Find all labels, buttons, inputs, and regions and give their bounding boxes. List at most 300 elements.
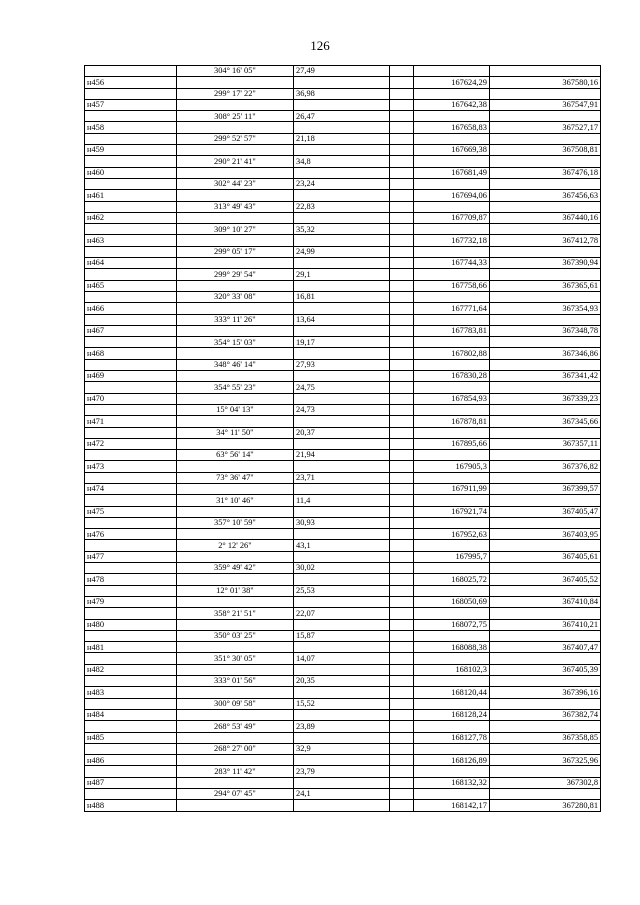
y-coordinate-cell: 367527,17 [489, 122, 600, 133]
x-coordinate-cell: 168127,78 [414, 732, 490, 743]
point-name-cell [85, 337, 177, 348]
x-coordinate-cell: 167995,7 [414, 551, 490, 562]
x-coordinate-cell [414, 743, 490, 754]
distance-cell [294, 99, 390, 110]
y-coordinate-cell [489, 743, 600, 754]
table-row [85, 517, 601, 528]
table-row [85, 280, 601, 291]
direction-angle-cell: 354° 15' 03" [176, 337, 293, 348]
table-row [85, 495, 601, 506]
direction-angle-cell [176, 800, 293, 811]
y-coordinate-cell: 367405,39 [489, 664, 600, 675]
page-number: 126 [310, 38, 330, 53]
distance-cell [294, 212, 390, 223]
direction-angle-cell: 12° 01' 38" [176, 585, 293, 596]
y-coordinate-cell: 367382,74 [489, 709, 600, 720]
point-name-cell [85, 653, 177, 664]
point-name-cell [85, 178, 177, 189]
y-coordinate-cell [489, 676, 600, 687]
direction-angle-cell: 63° 56' 14" [176, 450, 293, 461]
separator-cell [389, 291, 413, 302]
x-coordinate-cell: 167709,87 [414, 212, 490, 223]
distance-cell: 20,35 [294, 676, 390, 687]
direction-angle-cell: 300° 09' 58" [176, 698, 293, 709]
x-coordinate-cell: 167758,66 [414, 280, 490, 291]
y-coordinate-cell [489, 156, 600, 167]
separator-cell [389, 596, 413, 607]
x-coordinate-cell: 168142,17 [414, 800, 490, 811]
x-coordinate-cell [414, 359, 490, 370]
separator-cell [389, 382, 413, 393]
distance-cell: 30,93 [294, 517, 390, 528]
table-row [85, 676, 601, 687]
distance-cell: 20,37 [294, 427, 390, 438]
y-coordinate-cell [489, 133, 600, 144]
x-coordinate-cell [414, 111, 490, 122]
y-coordinate-cell: 367410,21 [489, 619, 600, 630]
table-row [85, 337, 601, 348]
separator-cell [389, 653, 413, 664]
separator-cell [389, 517, 413, 528]
point-name-cell [85, 88, 177, 99]
y-coordinate-cell [489, 608, 600, 619]
x-coordinate-cell: 167952,63 [414, 529, 490, 540]
separator-cell [389, 167, 413, 178]
separator-cell [389, 201, 413, 212]
separator-cell [389, 506, 413, 517]
direction-angle-cell: 354° 55' 23" [176, 382, 293, 393]
table-row [85, 291, 601, 302]
separator-cell [389, 314, 413, 325]
separator-cell [389, 212, 413, 223]
separator-cell [389, 337, 413, 348]
distance-cell: 23,24 [294, 178, 390, 189]
x-coordinate-cell [414, 201, 490, 212]
distance-cell: 22,07 [294, 608, 390, 619]
table-row [85, 359, 601, 370]
y-coordinate-cell: 367405,61 [489, 551, 600, 562]
direction-angle-cell [176, 483, 293, 494]
direction-angle-cell [176, 755, 293, 766]
x-coordinate-cell [414, 585, 490, 596]
y-coordinate-cell: 367508,81 [489, 145, 600, 156]
direction-angle-cell [176, 506, 293, 517]
y-coordinate-cell: 367354,93 [489, 303, 600, 314]
x-coordinate-cell: 168132,32 [414, 777, 490, 788]
direction-angle-cell: 359° 49' 42" [176, 563, 293, 574]
x-coordinate-cell: 167732,18 [414, 235, 490, 246]
direction-angle-cell [176, 461, 293, 472]
y-coordinate-cell [489, 563, 600, 574]
distance-cell [294, 461, 390, 472]
distance-cell: 21,18 [294, 133, 390, 144]
point-name-cell [85, 495, 177, 506]
point-name-cell [85, 66, 177, 77]
table-row [85, 687, 601, 698]
point-name-cell [85, 450, 177, 461]
direction-angle-cell: 333° 11' 26" [176, 314, 293, 325]
table-row [85, 303, 601, 314]
y-coordinate-cell: 367405,52 [489, 574, 600, 585]
separator-cell [389, 743, 413, 754]
point-name-cell: н483 [85, 687, 177, 698]
y-coordinate-cell: 367407,47 [489, 642, 600, 653]
separator-cell [389, 800, 413, 811]
y-coordinate-cell: 367412,78 [489, 235, 600, 246]
table-row [85, 77, 601, 88]
separator-cell [389, 371, 413, 382]
point-name-cell: н475 [85, 506, 177, 517]
distance-cell: 21,94 [294, 450, 390, 461]
y-coordinate-cell: 367405,47 [489, 506, 600, 517]
y-coordinate-cell: 367396,16 [489, 687, 600, 698]
table-row [85, 404, 601, 415]
direction-angle-cell [176, 416, 293, 427]
table-row [85, 743, 601, 754]
point-name-cell [85, 698, 177, 709]
x-coordinate-cell [414, 766, 490, 777]
point-name-cell [85, 404, 177, 415]
direction-angle-cell: 351° 30' 05" [176, 653, 293, 664]
point-name-cell [85, 630, 177, 641]
separator-cell [389, 359, 413, 370]
separator-cell [389, 483, 413, 494]
x-coordinate-cell [414, 133, 490, 144]
separator-cell [389, 630, 413, 641]
distance-cell [294, 167, 390, 178]
y-coordinate-cell [489, 178, 600, 189]
y-coordinate-cell [489, 111, 600, 122]
direction-angle-cell: 283° 11' 42" [176, 766, 293, 777]
distance-cell [294, 325, 390, 336]
direction-angle-cell [176, 145, 293, 156]
x-coordinate-cell [414, 427, 490, 438]
separator-cell [389, 258, 413, 269]
direction-angle-cell [176, 212, 293, 223]
distance-cell [294, 258, 390, 269]
separator-cell [389, 393, 413, 404]
direction-angle-cell: 304° 16' 05" [176, 66, 293, 77]
table-row [85, 619, 601, 630]
x-coordinate-cell [414, 789, 490, 800]
x-coordinate-cell: 167921,74 [414, 506, 490, 517]
distance-cell: 11,4 [294, 495, 390, 506]
y-coordinate-cell: 367302,8 [489, 777, 600, 788]
distance-cell: 24,75 [294, 382, 390, 393]
distance-cell: 23,79 [294, 766, 390, 777]
separator-cell [389, 540, 413, 551]
point-name-cell: н476 [85, 529, 177, 540]
point-name-cell [85, 789, 177, 800]
separator-cell [389, 111, 413, 122]
distance-cell [294, 235, 390, 246]
distance-cell [294, 732, 390, 743]
direction-angle-cell [176, 167, 293, 178]
point-name-cell [85, 269, 177, 280]
point-name-cell: н471 [85, 416, 177, 427]
direction-angle-cell [176, 280, 293, 291]
point-name-cell [85, 563, 177, 574]
y-coordinate-cell: 367348,78 [489, 325, 600, 336]
x-coordinate-cell [414, 608, 490, 619]
point-name-cell: н470 [85, 393, 177, 404]
table-row [85, 427, 601, 438]
point-name-cell [85, 291, 177, 302]
y-coordinate-cell [489, 630, 600, 641]
separator-cell [389, 450, 413, 461]
x-coordinate-cell [414, 291, 490, 302]
point-name-cell: н468 [85, 348, 177, 359]
x-coordinate-cell [414, 314, 490, 325]
direction-angle-cell [176, 574, 293, 585]
distance-cell: 24,73 [294, 404, 390, 415]
y-coordinate-cell: 367280,81 [489, 800, 600, 811]
y-coordinate-cell: 367325,96 [489, 755, 600, 766]
table-row [85, 766, 601, 777]
x-coordinate-cell [414, 156, 490, 167]
point-name-cell [85, 359, 177, 370]
separator-cell [389, 732, 413, 743]
x-coordinate-cell [414, 721, 490, 732]
direction-angle-cell: 348° 46' 14" [176, 359, 293, 370]
distance-cell [294, 596, 390, 607]
point-name-cell [85, 314, 177, 325]
x-coordinate-cell [414, 676, 490, 687]
table-row [85, 269, 601, 280]
x-coordinate-cell: 167642,38 [414, 99, 490, 110]
y-coordinate-cell [489, 66, 600, 77]
y-coordinate-cell [489, 789, 600, 800]
y-coordinate-cell [489, 337, 600, 348]
y-coordinate-cell [489, 472, 600, 483]
direction-angle-cell: 299° 05' 17" [176, 246, 293, 257]
y-coordinate-cell [489, 224, 600, 235]
direction-angle-cell [176, 393, 293, 404]
separator-cell [389, 461, 413, 472]
distance-cell [294, 709, 390, 720]
table-row [85, 235, 601, 246]
distance-cell [294, 416, 390, 427]
point-name-cell [85, 540, 177, 551]
separator-cell [389, 642, 413, 653]
y-coordinate-cell: 367358,85 [489, 732, 600, 743]
table-row [85, 348, 601, 359]
separator-cell [389, 99, 413, 110]
y-coordinate-cell: 367390,94 [489, 258, 600, 269]
x-coordinate-cell: 167878,81 [414, 416, 490, 427]
separator-cell [389, 280, 413, 291]
x-coordinate-cell: 167694,06 [414, 190, 490, 201]
distance-cell: 19,17 [294, 337, 390, 348]
separator-cell [389, 416, 413, 427]
direction-angle-cell [176, 664, 293, 675]
distance-cell [294, 642, 390, 653]
y-coordinate-cell: 367345,66 [489, 416, 600, 427]
table-row [85, 178, 601, 189]
x-coordinate-cell: 167854,93 [414, 393, 490, 404]
y-coordinate-cell [489, 246, 600, 257]
direction-angle-cell [176, 303, 293, 314]
coordinates-table [84, 65, 601, 812]
x-coordinate-cell: 167783,81 [414, 325, 490, 336]
distance-cell: 36,98 [294, 88, 390, 99]
x-coordinate-cell [414, 269, 490, 280]
separator-cell [389, 608, 413, 619]
table-row [85, 698, 601, 709]
point-name-cell [85, 427, 177, 438]
table-row [85, 246, 601, 257]
direction-angle-cell [176, 529, 293, 540]
distance-cell [294, 371, 390, 382]
direction-angle-cell [176, 122, 293, 133]
separator-cell [389, 190, 413, 201]
y-coordinate-cell: 367365,61 [489, 280, 600, 291]
table-row [85, 156, 601, 167]
y-coordinate-cell [489, 766, 600, 777]
distance-cell: 23,71 [294, 472, 390, 483]
separator-cell [389, 438, 413, 449]
point-name-cell [85, 246, 177, 257]
direction-angle-cell: 31° 10' 46" [176, 495, 293, 506]
point-name-cell: н485 [85, 732, 177, 743]
y-coordinate-cell [489, 404, 600, 415]
direction-angle-cell [176, 235, 293, 246]
direction-angle-cell [176, 190, 293, 201]
x-coordinate-cell [414, 246, 490, 257]
distance-cell [294, 145, 390, 156]
separator-cell [389, 325, 413, 336]
table-row [85, 483, 601, 494]
point-name-cell: н458 [85, 122, 177, 133]
direction-angle-cell [176, 77, 293, 88]
point-name-cell: н479 [85, 596, 177, 607]
table-row [85, 630, 601, 641]
direction-angle-cell: 299° 29' 54" [176, 269, 293, 280]
table-row [85, 212, 601, 223]
table-row [85, 540, 601, 551]
y-coordinate-cell [489, 450, 600, 461]
x-coordinate-cell [414, 563, 490, 574]
x-coordinate-cell: 167658,83 [414, 122, 490, 133]
x-coordinate-cell: 168120,44 [414, 687, 490, 698]
distance-cell: 15,87 [294, 630, 390, 641]
x-coordinate-cell: 167681,49 [414, 167, 490, 178]
separator-cell [389, 156, 413, 167]
direction-angle-cell [176, 596, 293, 607]
x-coordinate-cell: 168050,69 [414, 596, 490, 607]
x-coordinate-cell: 167771,64 [414, 303, 490, 314]
point-name-cell: н482 [85, 664, 177, 675]
direction-angle-cell: 299° 17' 22" [176, 88, 293, 99]
table-row [85, 461, 601, 472]
y-coordinate-cell [489, 517, 600, 528]
table-row [85, 66, 601, 77]
separator-cell [389, 122, 413, 133]
separator-cell [389, 303, 413, 314]
distance-cell [294, 664, 390, 675]
direction-angle-cell [176, 732, 293, 743]
x-coordinate-cell: 167624,29 [414, 77, 490, 88]
separator-cell [389, 698, 413, 709]
y-coordinate-cell: 367339,23 [489, 393, 600, 404]
direction-angle-cell: 308° 25' 11" [176, 111, 293, 122]
point-name-cell: н460 [85, 167, 177, 178]
separator-cell [389, 709, 413, 720]
separator-cell [389, 687, 413, 698]
x-coordinate-cell: 168126,89 [414, 755, 490, 766]
point-name-cell: н462 [85, 212, 177, 223]
table-row [85, 608, 601, 619]
table-row [85, 201, 601, 212]
direction-angle-cell: 309° 10' 27" [176, 224, 293, 235]
table-row [85, 382, 601, 393]
y-coordinate-cell [489, 88, 600, 99]
distance-cell [294, 777, 390, 788]
distance-cell: 35,32 [294, 224, 390, 235]
y-coordinate-cell: 367580,16 [489, 77, 600, 88]
direction-angle-cell: 299° 52' 57" [176, 133, 293, 144]
table-row [85, 709, 601, 720]
y-coordinate-cell [489, 314, 600, 325]
point-name-cell [85, 608, 177, 619]
direction-angle-cell: 320° 33' 08" [176, 291, 293, 302]
point-name-cell: н463 [85, 235, 177, 246]
distance-cell [294, 574, 390, 585]
distance-cell: 13,64 [294, 314, 390, 325]
y-coordinate-cell [489, 382, 600, 393]
x-coordinate-cell: 168072,75 [414, 619, 490, 630]
distance-cell [294, 800, 390, 811]
point-name-cell [85, 766, 177, 777]
point-name-cell: н461 [85, 190, 177, 201]
distance-cell: 24,1 [294, 789, 390, 800]
table-row [85, 450, 601, 461]
y-coordinate-cell [489, 269, 600, 280]
table-row [85, 529, 601, 540]
x-coordinate-cell: 167744,33 [414, 258, 490, 269]
distance-cell [294, 506, 390, 517]
y-coordinate-cell: 367357,11 [489, 438, 600, 449]
x-coordinate-cell [414, 517, 490, 528]
x-coordinate-cell [414, 382, 490, 393]
y-coordinate-cell [489, 698, 600, 709]
point-name-cell [85, 721, 177, 732]
x-coordinate-cell: 167911,99 [414, 483, 490, 494]
separator-cell [389, 224, 413, 235]
x-coordinate-cell: 167905,3 [414, 461, 490, 472]
distance-cell: 30,02 [294, 563, 390, 574]
table-row [85, 224, 601, 235]
distance-cell: 43,1 [294, 540, 390, 551]
y-coordinate-cell [489, 291, 600, 302]
x-coordinate-cell: 167669,38 [414, 145, 490, 156]
table-row [85, 99, 601, 110]
separator-cell [389, 66, 413, 77]
x-coordinate-cell [414, 224, 490, 235]
table-row [85, 596, 601, 607]
direction-angle-cell [176, 258, 293, 269]
table-row [85, 145, 601, 156]
x-coordinate-cell: 168088,38 [414, 642, 490, 653]
point-name-cell: н467 [85, 325, 177, 336]
point-name-cell: н484 [85, 709, 177, 720]
direction-angle-cell: 294° 07' 45" [176, 789, 293, 800]
point-name-cell [85, 676, 177, 687]
y-coordinate-cell: 367376,82 [489, 461, 600, 472]
separator-cell [389, 721, 413, 732]
separator-cell [389, 664, 413, 675]
point-name-cell: н465 [85, 280, 177, 291]
